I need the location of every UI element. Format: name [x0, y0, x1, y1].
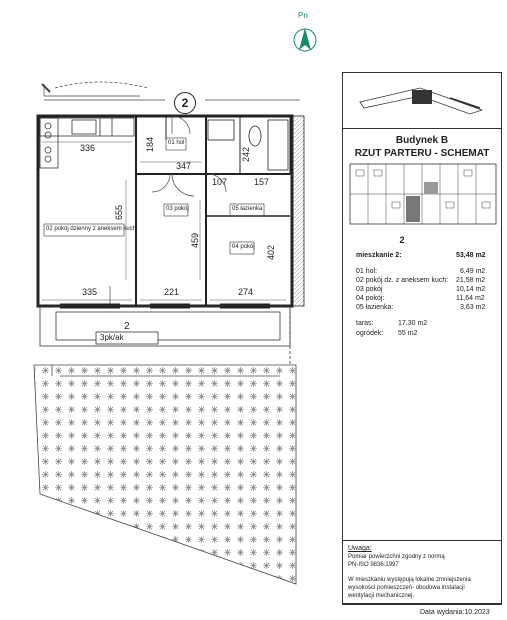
room-label-03: 03 pokój	[166, 206, 189, 212]
room-area-label: 03 pokój	[356, 286, 383, 293]
dimension-347: 347	[176, 161, 192, 171]
room-area-label: 01 hol:	[356, 268, 378, 275]
extra-area-value: 17,30 m2	[398, 320, 428, 327]
notes-line: W mieszkaniu występują lokalne zmniejszenia	[348, 577, 471, 583]
north-arrow-icon	[294, 28, 316, 51]
extra-area-label: taras:	[356, 320, 374, 327]
room-area-label: 04 pokój:	[356, 295, 385, 302]
room-area-value: 6,49 m2	[460, 268, 486, 275]
room-area-value: 11,64 m2	[456, 295, 485, 302]
terrace-label: 3pk/ak	[100, 333, 124, 342]
key-plan-icon	[350, 80, 490, 120]
dimension-459: 459	[190, 232, 201, 249]
divider	[342, 128, 502, 129]
building-schematic	[348, 162, 498, 226]
room-label-01: 01 hol	[168, 140, 185, 146]
dimension-274: 274	[238, 287, 254, 297]
divider	[342, 540, 502, 541]
notes-line: Pomiar powierzchni zgodny z normą	[348, 554, 445, 560]
dimension-221: 221	[164, 287, 180, 297]
dimension-242: 242	[241, 146, 252, 163]
extra-area-value: 55 m2	[398, 330, 418, 337]
room-area-value: 10,14 m2	[456, 286, 486, 293]
room-label-05: 05 łazienka	[232, 206, 263, 212]
terrace-number: 2	[124, 321, 130, 332]
dimension-655: 655	[114, 204, 125, 221]
unit-marker: 2	[174, 92, 196, 114]
room-label-04: 04 pokój	[232, 244, 255, 250]
room-label-02: 02 pokój dzienny z aneksem kuch.	[46, 226, 138, 232]
dimension-lines	[42, 142, 286, 300]
room-area-label: 05 łazienka:	[356, 304, 394, 311]
summary-label: mieszkanie 2:	[356, 252, 402, 259]
room-area-value: 3,63 m2	[460, 304, 486, 311]
extra-area-label: ogródek:	[356, 330, 384, 337]
plan-subtitle: RZUT PARTERU - SCHEMAT	[354, 148, 490, 159]
dimension-157: 157	[254, 177, 270, 187]
issue-date: Data wydania:10.2023	[420, 609, 490, 616]
notes-line: PN-ISO 9836:1997	[348, 562, 399, 568]
notes-line: wentylacji mechanicznej.	[348, 593, 415, 599]
notes-line: wysokości pomieszczeń- obudowa instalacji	[348, 585, 465, 591]
room-area-label: 02 pokój dz. z aneksem kuch:	[356, 277, 449, 284]
building-name: Budynek B	[395, 135, 449, 146]
divider	[342, 604, 502, 605]
apartment-number: 2	[399, 235, 405, 245]
summary-value: 53,48 m2	[456, 252, 486, 259]
dimension-402: 402	[266, 244, 277, 261]
notes-heading: Uwaga:	[348, 545, 372, 552]
room-area-value: 21,58 m2	[456, 277, 486, 284]
dimension-335: 335	[82, 287, 98, 297]
terrace	[40, 306, 290, 364]
garden	[34, 365, 296, 584]
dimension-107: 107	[212, 177, 228, 187]
dimension-184: 184	[145, 136, 156, 153]
dimension-336: 336	[80, 143, 96, 153]
compass-label: Pn	[298, 11, 308, 20]
room-label-boxes	[44, 138, 264, 254]
upper-context-lines	[42, 82, 300, 100]
